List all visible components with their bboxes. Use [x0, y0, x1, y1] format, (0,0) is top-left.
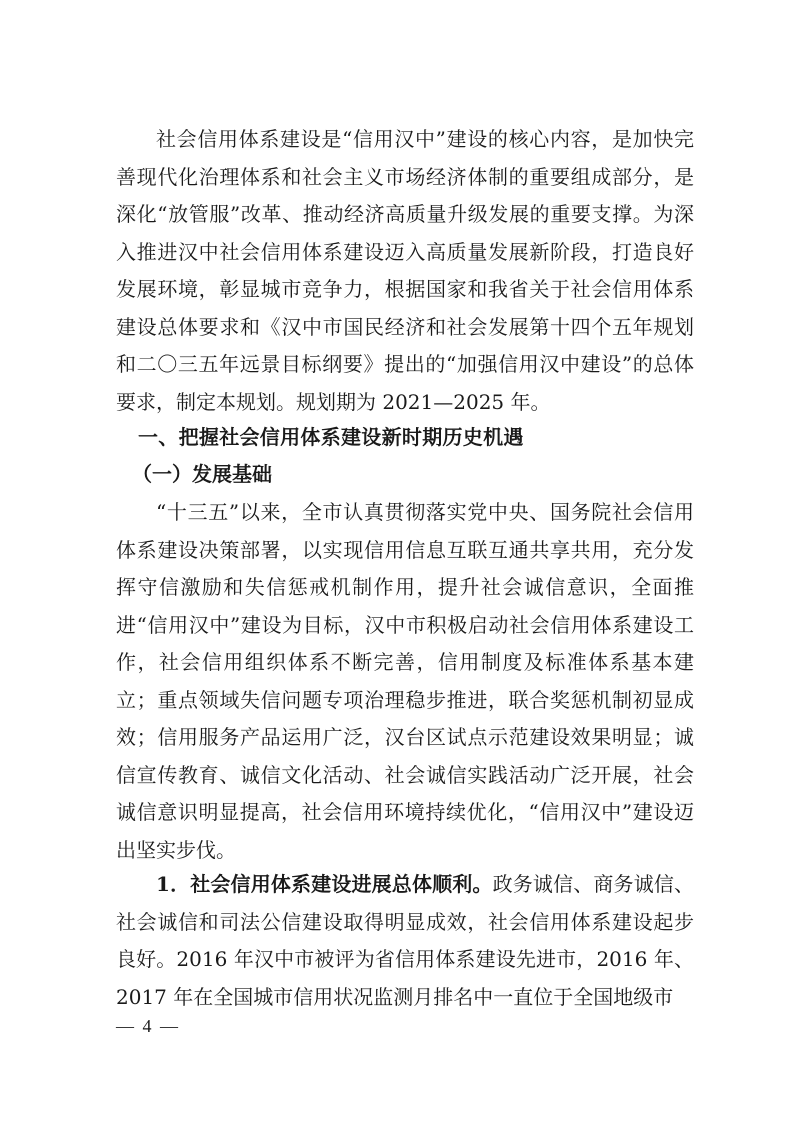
page-number: — 4 — — [116, 1016, 180, 1036]
item1-body: 政务诚信、商务诚信、社会诚信和司法公信建设取得明显成效，社会信用体系建设起步良好。2016 年汉中市被评为省信用体系建设先进市，2016 年、2017 年在全国城市信用状况监测月排名中一直位于全国地级市 — [116, 872, 695, 1009]
item1-paragraph — [116, 866, 694, 1016]
subsection-heading: （一）发展基础 — [132, 462, 272, 486]
item1-lead: 1．社会信用体系建设进展总体顺利。 — [156, 872, 493, 896]
section-heading: 一、把握社会信用体系建设新时期历史机遇 — [138, 425, 524, 449]
intro-paragraph: 社会信用体系建设是“信用汉中”建设的核心内容，是加快完善现代化治理体系和社会主义市场经济体制的重要组成部分，是深化“放管服”改革、推动经济高质量升级发展的重要支撑。为深入推进汉中社会信用体系建设迈入高质量发展新阶段，打造良好发展环境，彰显城市竞争力，根据国家和我省关于社会信用体系建设总体要求和《汉中市国民经济和社会发展第十四个五年规划和二〇三五年远景目标纲要》提出的“加强信用汉中建设”的总体要求，制定本规划。规划期为 2021—2025 年。 — [116, 127, 694, 414]
foundation-paragraph: “十三五”以来，全市认真贯彻落实党中央、国务院社会信用体系建设决策部署，以实现信用信息互联互通共享共用，充分发挥守信激励和失信惩戒机制作用，提升社会诚信意识，全面推进“信用汉中”建设为目标，汉中市积极启动社会信用体系建设工作，社会信用组织体系不断完善，信用制度及标准体系基本建立；重点领域失信问题专项治理稳步推进，联合奖惩机制初显成效；信用服务产品运用广泛，汉台区试点示范建设效果明显；诚信宣传教育、诚信文化活动、社会诚信实践活动广泛开展，社会诚信意识明显提高，社会信用环境持续优化，“信用汉中”建设迈出坚实步伐。 — [116, 500, 694, 862]
